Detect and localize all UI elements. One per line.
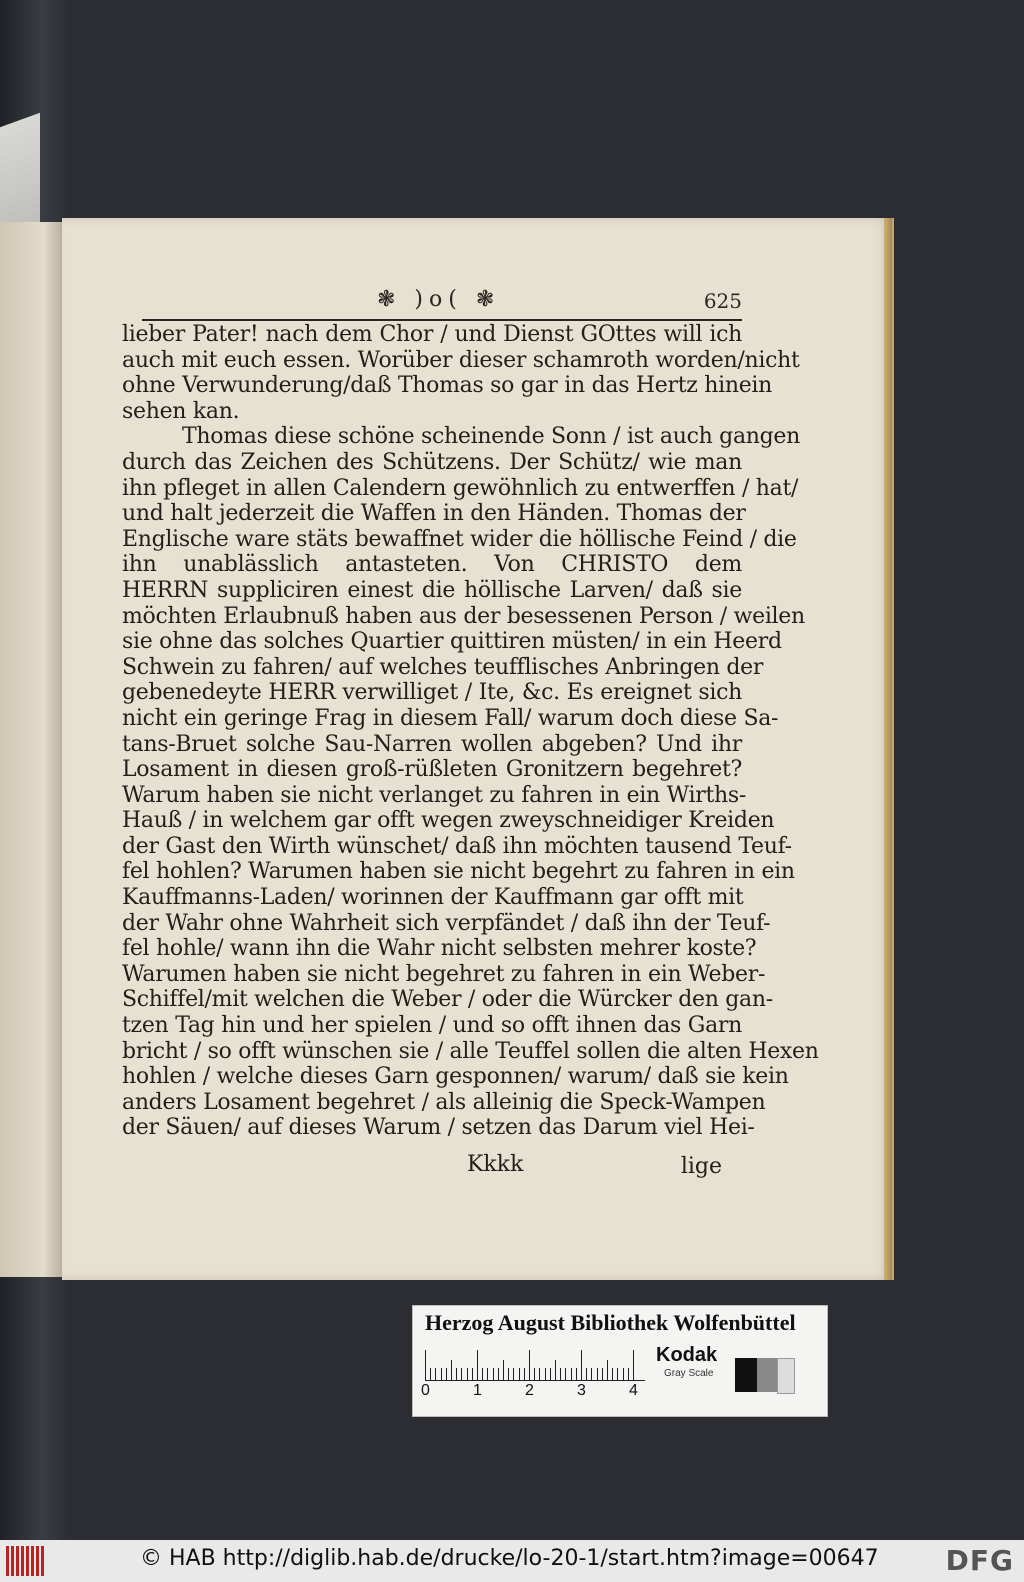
- ruler-tick: [513, 1368, 514, 1380]
- ruler-tick: [545, 1368, 546, 1380]
- ruler-tick: [550, 1368, 551, 1380]
- text-line: fel hohlen? Warumen haben sie nicht begehrt zu fahren in ein: [122, 859, 795, 885]
- text-line: möchten Erlaubnuß haben aus der besessenen Person / weilen: [122, 603, 805, 629]
- ruler-tick: [555, 1360, 556, 1380]
- text-line: ohne Verwunderung/daß Thomas so gar in das Hertz hinein: [122, 373, 773, 399]
- footer-bar: [0, 1540, 1024, 1582]
- ruler-tick: [565, 1368, 566, 1380]
- ruler-tick: [628, 1368, 629, 1380]
- library-name: Herzog August Bibliothek Wolfenbüttel: [425, 1310, 796, 1335]
- ruler-tick: [529, 1350, 530, 1380]
- page-edge-shadow: [884, 218, 892, 1280]
- ruler-tick: [456, 1368, 457, 1380]
- text-line: und halt jederzeit die Waffen in den Händen. Thomas der: [122, 501, 746, 527]
- ruler-number: 0: [421, 1382, 430, 1399]
- text-line: ihn pfleget in allen Calendern gewöhnlich zu entwerffen / hat/: [122, 475, 799, 501]
- ruler-tick: [534, 1368, 535, 1380]
- page-number: 625: [703, 289, 742, 313]
- text-line: der Gast den Wirth wünschet/ daß ihn möchten tausend Teuf-: [122, 833, 792, 859]
- text-line: anders Losament begehret / als alleinig die Speck-Wampen: [122, 1089, 766, 1115]
- text-line: auch mit euch essen. Worüber dieser schamroth worden/nicht: [122, 347, 800, 373]
- ruler-tick: [576, 1368, 577, 1380]
- gray-patch-mid: [757, 1358, 777, 1392]
- catchword: lige: [680, 1154, 722, 1179]
- kodak-logo: Kodak: [656, 1344, 718, 1366]
- ruler-tick: [446, 1368, 447, 1380]
- ruler-tick: [539, 1368, 540, 1380]
- ruler-tick: [430, 1368, 431, 1380]
- text-line: Warum haben sie nicht verlanget zu fahren in ein Wirths-: [122, 782, 747, 808]
- ruler-tick: [482, 1368, 483, 1380]
- ruler-tick: [633, 1350, 634, 1380]
- ruler-tick: [571, 1368, 572, 1380]
- ruler-tick: [597, 1368, 598, 1380]
- ruler-tick: [487, 1368, 488, 1380]
- text-line: bricht / so offt wünschen sie / alle Teuffel sollen die alten Hexen: [122, 1038, 819, 1064]
- header-ornament: ❃ )o( ❃: [377, 287, 501, 312]
- text-line: durch das Zeichen des Schützens. Der Schütz/ wie man: [122, 449, 742, 475]
- page-footer: [122, 1152, 742, 1182]
- ruler-tick: [586, 1368, 587, 1380]
- text-line: sie ohne das solches Quartier quittiren müsten/ in ein Heerd: [122, 629, 782, 655]
- ruler-tick: [498, 1368, 499, 1380]
- dfg-logo: DFG: [945, 1544, 1014, 1577]
- ruler-tick: [441, 1368, 442, 1380]
- ruler-tick: [493, 1368, 494, 1380]
- ruler-number: 4: [629, 1382, 638, 1399]
- ruler-tick: [477, 1350, 478, 1380]
- ruler-number: 3: [577, 1382, 586, 1399]
- ruler-tick: [602, 1368, 603, 1380]
- text-line: ihn unablässlich antasteten. Von CHRISTO dem: [122, 552, 742, 578]
- ruler-tick: [612, 1368, 613, 1380]
- text-line: nicht ein geringe Frag in diesem Fall/ warum doch diese Sa-: [122, 705, 779, 731]
- hab-logo-icon: [6, 1546, 46, 1576]
- text-line: Englische ware stäts bewaffnet wider die höllische Feind / die: [122, 526, 797, 552]
- text-line: hohlen / welche dieses Garn gesponnen/ warum/ daß sie kein: [122, 1064, 789, 1090]
- copyright-url[interactable]: © HAB http://diglib.hab.de/drucke/lo-20-1/start.htm?image=00647: [140, 1546, 879, 1571]
- text-line: Schiffel/mit welchen die Weber / oder die Würcker den gan-: [122, 987, 773, 1013]
- text-line: HERRN suppliciren einest die höllische Larven/ daß sie: [122, 577, 742, 603]
- ruler-tick: [425, 1350, 426, 1380]
- text-line: lieber Pater! nach dem Chor / und Dienst GOttes will ich: [122, 322, 742, 347]
- text-line: der Wahr ohne Wahrheit sich verpfändet / daß ihn der Teuf-: [122, 910, 771, 936]
- gray-scale-label: Gray Scale: [664, 1368, 714, 1379]
- color-reference-card: [412, 1305, 828, 1417]
- ruler-tick: [508, 1368, 509, 1380]
- ruler-tick: [503, 1360, 504, 1380]
- ruler-tick: [591, 1368, 592, 1380]
- ruler-tick: [519, 1368, 520, 1380]
- ruler-tick: [581, 1350, 582, 1380]
- ruler-tick: [560, 1368, 561, 1380]
- ruler-tick: [467, 1368, 468, 1380]
- ruler-tick: [607, 1360, 608, 1380]
- page-header: [142, 287, 742, 321]
- body-text: [122, 322, 819, 1141]
- text-line: tans-Bruet solche Sau-Narren wollen abgeben? Und ihr: [122, 731, 742, 757]
- ruler-tick: [461, 1368, 462, 1380]
- text-line: Thomas diese schöne scheinende Sonn / ist auch gangen: [182, 424, 801, 450]
- ruler-tick: [524, 1368, 525, 1380]
- text-line: Hauß / in welchem gar offt wegen zweyschneidiger Kreiden: [122, 808, 775, 834]
- facing-page-edge: [0, 222, 62, 1277]
- text-line: tzen Tag hin und her spielen / und so offt ihnen das Garn: [122, 1013, 742, 1039]
- scale-ruler: [425, 1344, 645, 1381]
- ruler-tick: [451, 1360, 452, 1380]
- ruler-tick: [435, 1368, 436, 1380]
- text-line: Schwein zu fahren/ auf welches teufflisches Anbringen der: [122, 654, 764, 680]
- gray-patch-black: [735, 1358, 757, 1392]
- text-line: gebenedeyte HERR verwilliget / Ite, &c. Es ereignet sich: [122, 680, 742, 706]
- ruler-tick: [623, 1368, 624, 1380]
- text-line: Warumen haben sie nicht begehret zu fahren in ein Weber-: [122, 961, 766, 987]
- ruler-tick: [472, 1368, 473, 1380]
- ruler-number: 1: [473, 1382, 482, 1399]
- text-line: der Säuen/ auf dieses Warum / setzen das Darum viel Hei-: [122, 1115, 755, 1141]
- signature-mark: Kkkk: [467, 1152, 524, 1177]
- text-line: fel hohle/ wann ihn die Wahr nicht selbsten mehrer koste?: [122, 936, 757, 962]
- text-line: Losament in diesen groß-rüßleten Gronitzern begehret?: [122, 757, 742, 783]
- ruler-tick: [617, 1368, 618, 1380]
- text-line: sehen kan.: [122, 398, 240, 424]
- ruler-number: 2: [525, 1382, 534, 1399]
- text-line: Kauffmanns-Laden/ worinnen der Kauffmann gar offt mit: [122, 885, 744, 911]
- gray-patch-light: [777, 1358, 795, 1394]
